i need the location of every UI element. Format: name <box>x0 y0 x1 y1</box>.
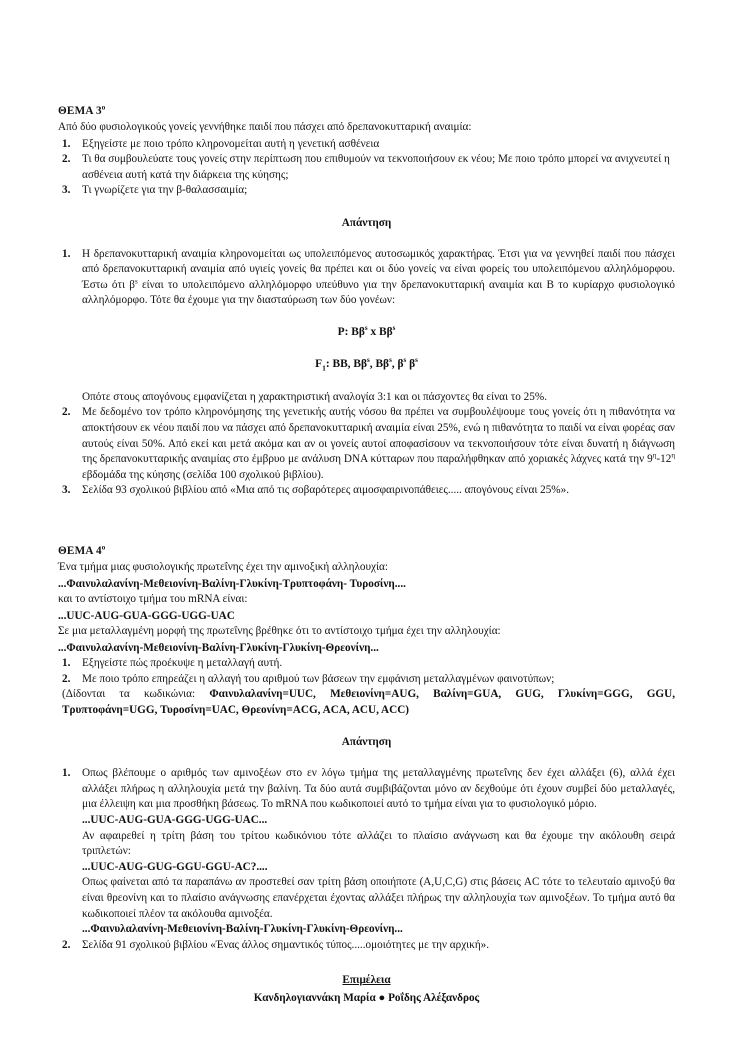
theme-3-answer-1 <box>58 247 675 309</box>
answer-shifted-mrna-sequence: ...UUC-AUG-GUG-GGU-GGU-AC?.... <box>82 860 268 873</box>
answer-mutant-protein-sequence: ...Φαινυλαλανίνη-Μεθειονίνη-Βαλίνη-Γλυκίνη-Γλυκίνη-Θρεονίνη... <box>82 923 403 936</box>
f1-genotype-4: β <box>397 357 404 370</box>
f1-comma-1: , <box>369 357 373 370</box>
theme-3-answer-1-conclusion: Οπότε στους απογόνους εμφανίζεται η χαρακτηριστική αναλογία 3:1 και οι πάσχοντες θα είναι το 25%. <box>82 390 547 403</box>
cross-p-operator: x <box>370 325 377 338</box>
theme-3-title-superscript: ο <box>101 103 106 112</box>
allele-superscript: s <box>392 324 396 333</box>
cross-f-subscript: 1 <box>322 363 326 373</box>
theme-3-section <box>58 104 675 499</box>
theme-4-question-list <box>58 656 675 687</box>
theme-3-answer-heading: Απάντηση <box>341 216 392 229</box>
answer-text: Σελίδα 93 σχολικού βιβλίου από «Μια από τις σοβαρότερες αιμοσφαιρινοπάθειες..... απογόνους είναι 25%». <box>82 484 570 497</box>
theme-4-question-2 <box>58 672 675 688</box>
question-number: 1. <box>62 137 71 150</box>
answer-number: 2. <box>62 406 71 419</box>
theme-3-answer-2 <box>58 405 675 483</box>
answer-text: Σελίδα 91 σχολικού βιβλίου «Ένας άλλος σημαντικός τύπος.....ομοιότητες με την αρχική». <box>82 938 490 951</box>
question-number: 1. <box>62 657 71 670</box>
question-number: 2. <box>62 672 71 685</box>
theme-4-title <box>58 544 675 558</box>
theme-3-question-2 <box>58 152 675 183</box>
answer-number: 1. <box>62 767 71 780</box>
codon-list: Φαινυλαλανίνη=UUC, Μεθειονίνη=AUG, Βαλίνη=GUA, GUG, Γλυκίνη=GGG, GGU, Τρυπτοφάνη=UGG, Τυροσίνη=UAC, Θρεονίνη=ACG, ACA, ACU, ACC) <box>62 688 675 716</box>
answer-number: 3. <box>62 484 71 497</box>
theme-4-answer-2 <box>58 938 675 954</box>
normal-protein-sequence: ...Φαινυλαλανίνη-Μεθειονίνη-Βαλίνη-Γλυκίνη-Τρυπτοφάνη- Τυροσίνη.... <box>58 577 406 590</box>
theme-4-title-text: ΘΕΜΑ 4 <box>58 545 102 558</box>
cross-f-label: F <box>315 357 323 370</box>
normal-mrna-sequence: ...UUC-AUG-GUA-GGG-UGG-UAC <box>58 609 235 622</box>
theme-4-title-superscript: ο <box>101 543 106 552</box>
question-number: 2. <box>62 153 71 165</box>
question-text: Εξηγείστε με ποιο τρόπο κληρονομείται αυτή η γενετική ασθένεια <box>82 137 380 150</box>
theme-4-section <box>58 544 675 953</box>
cross-p-genotype-right: Ββ <box>379 325 393 338</box>
theme-3-question-1 <box>58 137 675 153</box>
theme-4-lead: Ένα τμήμα μιας φυσιολογικής πρωτεΐνης έχει την αμινοξική αλληλουχία: <box>58 561 388 574</box>
theme-3-title-text: ΘΕΜΑ 3 <box>58 105 102 117</box>
question-number: 3. <box>62 184 71 196</box>
cross-p-genotype-left: Ββ <box>351 325 365 338</box>
parental-cross-line <box>58 325 675 340</box>
f1-genotype-2: Ββ <box>353 357 367 370</box>
theme-3-answer-3 <box>58 483 675 499</box>
theme-3-lead: Από δύο φυσιολογικούς γονείς γεννήθηκε παιδί που πάσχει από δρεπανοκυτταρική αναιμία: <box>58 121 472 133</box>
answer-number: 1. <box>62 247 71 260</box>
theme-3-question-list <box>58 137 675 199</box>
answer-text-part-b: είναι το υπολειπόμενο αλληλόμορφο υπεύθυνο για την δρεπανοκυτταρική αναιμία και Β το κυρίαρχο φυσιολογικό αλληλόμορφο. Τότε θα έχουμε για την διασταύρωση των δύο γονέων: <box>82 278 675 307</box>
theme-3-answer-list-cont <box>58 405 675 499</box>
answer-normal-mrna-sequence: ...UUC-AUG-GUA-GGG-UGG-UAC... <box>82 814 268 826</box>
footer-credits-label: Επιμέλεια <box>342 974 391 987</box>
theme-4-question-1 <box>58 656 675 672</box>
answer-number: 2. <box>62 938 71 951</box>
question-text: Τι γνωρίζετε για την β-θαλασσαιμία; <box>82 184 248 196</box>
f1-comma-2: , <box>391 357 395 370</box>
answer-text-part-b: -12 <box>656 453 672 466</box>
answer-addition-explanation: Οπως φαίνεται από τα παραπάνω αν προστεθεί σαν τρίτη βάση οποιήποτε (A,U,C,G) στις βάσεις AC τότε το τελευταίο αμινοξύ θα είναι θρεονίνη και το πλαίσιο ανάγνωσης επανέρχεται έχοντας αλλάξει πλήρως την αλληλουχία των αμινοξέων. Το τμήμα αυτό θα κωδικοποιεί πλέον τα ακόλουθα αμινοξέα. <box>82 876 675 920</box>
theme-4-answer-list <box>58 766 675 813</box>
allele-superscript: s <box>364 324 368 333</box>
question-text: Τι θα συμβουλεύατε τους γονείς στην περίπτωση που επιθυμούν να τεκνοποιήσουν εκ νέου; Με ποιο τρόπο μπορεί να ανιχνευτεί η ασθένεια αυτή κατά την διάρκεια της κύησης; <box>82 153 670 181</box>
allele-superscript: s <box>403 356 407 365</box>
week-ordinal-superscript: η <box>652 451 657 460</box>
f1-genotype-1: ΒΒ, <box>332 357 351 370</box>
f1-genotype-3: Ββ <box>375 357 390 370</box>
mutant-protein-sequence: ...Φαινυλαλανίνη-Μεθειονίνη-Βαλίνη-Γλυκίνη-Γλυκίνη-Θρεονίνη... <box>58 641 379 654</box>
cross-p-label: P: <box>337 325 349 338</box>
theme-3-question-3 <box>58 183 675 199</box>
codon-table-note <box>58 687 675 718</box>
document-content <box>58 104 675 1006</box>
theme-4-mrna-intro: και το αντίστοιχο τμήμα του mRNA είναι: <box>58 593 248 606</box>
theme-4-answer-1 <box>58 766 675 813</box>
f1-genotype-5: β <box>409 357 416 370</box>
theme-4-answer-list-cont <box>58 938 675 954</box>
allele-superscript: s <box>134 276 138 285</box>
theme-4-answer-heading: Απάντηση <box>341 736 392 749</box>
answer-text: Οπως βλέπουμε ο αριθμός των αμινοξέων στο εν λόγω τμήμα της μεταλλαγμένης πρωτεΐνης δεν έχει αλλάξει (6), αλλά έχει αλλάξει πλήρως η αλληλουχία μετά την βαλίνη. Τα δύο αυτά συμβιβάζονται μόνο αν δεχθούμε ότι έχουν συμβεί δύο μεταλλαγές, μια έλλειψη και μια προσθήκη βάσεως. Το mRNA που κωδικοποιεί αυτό το τμήμα είναι για το φυσιολογικό μόριο. <box>82 767 675 811</box>
answer-text-part-a: Με δεδομένο τον τρόπο κληρονόμησης της γενετικής αυτής νόσου θα πρέπει να συμβουλέψουμε τους γονείς ότι η πιθανότητα να αποκτήσουν εκ νέου παιδί που να πάσχει από δρεπανοκυτταρική αναιμία είναι 25%, ενώ η πιθανότητα το παιδί να είναι φορέας σαν αυτούς είναι 50%. Από εκεί και μετά ακόμα και αν οι γονείς αυτοί αποφασίσουν να τεκνοποιήσουν τότε είναι δυνατή η διάγνωση της δρεπανοκυτταρικής αναιμίας στο έμβρυο με ανάλυση DNA κύτταρων που παραλήφθηκαν από χοριακές λάχνες κατά την 9 <box>82 406 675 466</box>
question-text: Με ποιο τρόπο επηρεάζει η αλλαγή του αριθμού των βάσεων την εμφάνιση μεταλλαγμένων φαινοτύπων; <box>82 672 555 685</box>
answer-text-part-c: εβδομάδα της κύησης (σελίδα 100 σχολικού βιβλίου). <box>82 468 324 481</box>
theme-4-mutant-intro: Σε μια μεταλλαγμένη μορφή της πρωτεΐνης βρέθηκε ότι το αντίστοιχο τμήμα έχει την αλληλουχία: <box>58 625 501 638</box>
footer <box>58 973 675 1006</box>
theme-3-title <box>58 104 675 118</box>
allele-superscript: s <box>415 356 418 365</box>
theme-3-answer-list <box>58 247 675 309</box>
allele-superscript: s <box>367 356 370 365</box>
answer-text-part-a: Η δρεπανοκυτταρική αναιμία κληρονομείται ως υπολειπόμενος αυτοσωμικός χαρακτήρας. Έτσι για να γεννηθεί παιδί που πάσχει από δρεπανοκυτταρική αναιμία από υγιείς γονείς θα πρέπει και οι δύο γονείς να είναι φορείς του υπολειπόμενου αλληλόμορφου. Έστω ότι β <box>82 247 675 291</box>
week-ordinal-superscript: η <box>671 451 675 460</box>
question-text: Εξηγείστε πώς προέκυψε η μεταλλαγή αυτή. <box>82 657 283 670</box>
cross-f-separator: : <box>325 357 330 370</box>
codon-intro: (Δίδονται τα κωδικώνια: <box>62 688 196 701</box>
allele-superscript: s <box>389 356 392 365</box>
footer-credits-names: Κανδηλογιαννάκη Μαρία ● Ροΐδης Αλέξανδρος <box>253 992 480 1005</box>
f1-generation-line <box>58 357 675 372</box>
answer-deletion-explanation: Αν αφαιρεθεί η τρίτη βάση του τρίτου κωδικόνιου τότε αλλάζει το πλαίσιο ανάγνωση και θα έχουμε την ακόλουθη σειρά τριπλετών: <box>82 829 675 858</box>
